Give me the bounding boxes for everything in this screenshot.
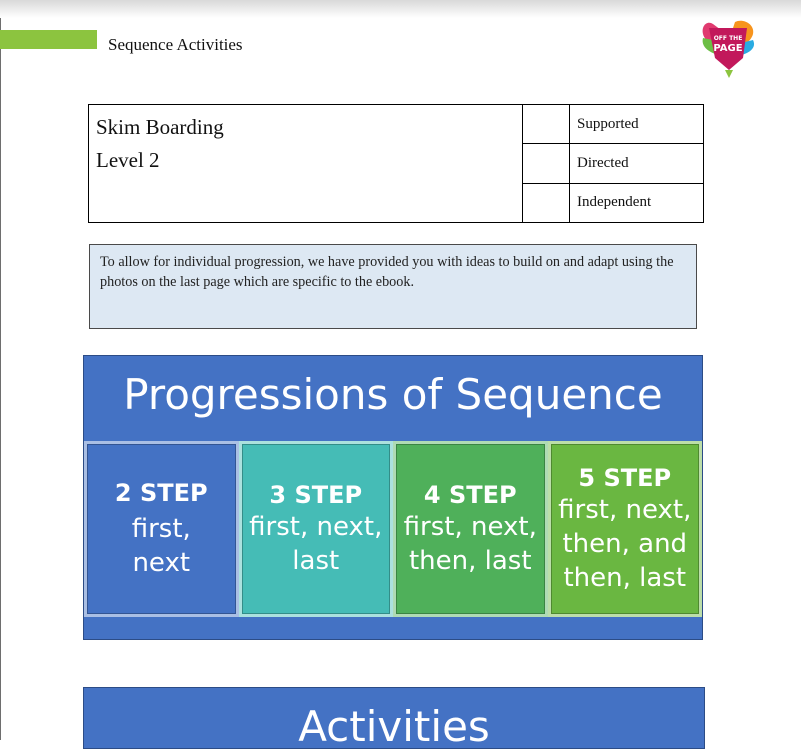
step-words: first, next <box>131 514 191 578</box>
svg-text:OFF THE: OFF THE <box>713 35 743 42</box>
step-words: first, next, last <box>249 512 383 576</box>
activity-level: Level 2 <box>96 148 160 172</box>
level-label-directed: Directed <box>570 144 704 183</box>
checkbox-directed[interactable] <box>523 144 570 183</box>
title-cell <box>89 105 523 223</box>
step-label: 2 STEP <box>114 479 208 507</box>
activities-title: Activities <box>298 702 490 751</box>
step-box-5 <box>548 441 703 617</box>
page-header-title: Sequence Activities <box>108 35 243 54</box>
level-label-independent: Independent <box>570 183 704 222</box>
checkbox-supported[interactable] <box>523 105 570 144</box>
step-label: 4 STEP <box>423 481 517 509</box>
svg-text:PAGE: PAGE <box>713 43 743 54</box>
page-edge <box>0 18 1 740</box>
progressions-title: Progressions of Sequence <box>123 370 663 419</box>
step-words: first, next, then, and then, last <box>558 495 692 593</box>
progression-note: To allow for individual progression, we have provided you with ideas to build on and adapt using the photos on the last page which are specific to the ebook. <box>89 244 697 329</box>
step-label: 3 STEP <box>269 481 363 509</box>
step-words: first, next, then, last <box>403 512 537 576</box>
off-the-page-logo-icon <box>699 18 759 82</box>
progression-steps <box>84 441 702 617</box>
step-box-2 <box>84 441 239 617</box>
level-label-supported: Supported <box>570 105 704 144</box>
info-table <box>88 104 704 223</box>
top-shade <box>0 0 801 18</box>
activity-title: Skim Boarding <box>96 115 224 139</box>
progressions-panel <box>83 355 703 640</box>
checkbox-independent[interactable] <box>523 183 570 222</box>
step-box-4 <box>393 441 548 617</box>
header-accent-bar <box>0 30 97 49</box>
step-box-3 <box>239 441 394 617</box>
step-label: 5 STEP <box>578 464 672 492</box>
